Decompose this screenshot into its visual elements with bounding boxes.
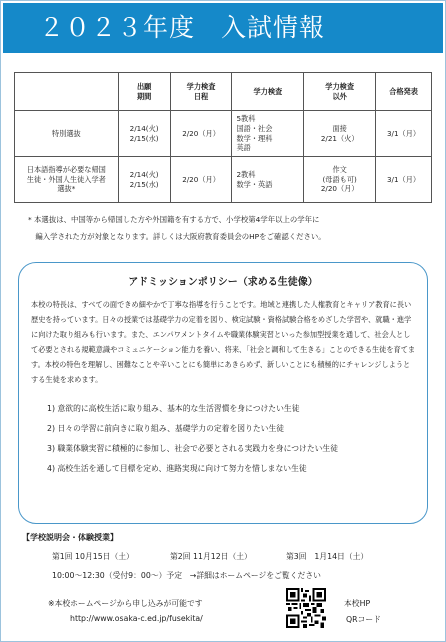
table-cell-announcement: 3/1（月）	[376, 111, 432, 157]
session-1: 第1回 10月15日（土）	[52, 552, 134, 561]
table-cell-category: 特別選抜	[15, 111, 119, 157]
page-title: ２０２３年度 入試情報	[3, 3, 443, 53]
admission-policy-box	[18, 262, 428, 524]
table-header-cell	[15, 73, 119, 111]
list-item: 3) 職業体験実習に積極的に参加し、社会で必要とされる実践力を身につけたい生徒	[47, 444, 339, 453]
qr-code-icon[interactable]	[286, 588, 326, 628]
qr-code-label: QRコード	[346, 615, 381, 624]
table-cell-exam-subjects: 5教科 国語・社会 数学・理科 英語	[232, 111, 304, 157]
apply-note: ※本校ホームページから申し込みが可能です	[48, 599, 203, 608]
table-cell-application: 2/14(火) 2/15(水)	[118, 111, 170, 157]
table-cell-announcement: 3/1（月）	[376, 157, 432, 203]
briefing-title: 【学校説明会・体験授業】	[22, 533, 118, 542]
list-item: 1) 意欲的に高校生活に取り組み、基本的な生活習慣を身につけたい生徒	[47, 404, 300, 413]
table-cell-other: 作文 (母語も可) 2/20（月）	[304, 157, 376, 203]
table-cell-other: 面接 2/21（火）	[304, 111, 376, 157]
table-cell-application: 2/14(火) 2/15(水)	[118, 157, 170, 203]
list-item: 4) 高校生活を通して目標を定め、進路実現に向けて努力を惜しまない生徒	[47, 464, 307, 473]
table-cell-category: 日本語指導が必要な帰国 生徒・外国人生徒入学者 選抜*	[15, 157, 119, 203]
school-url-link[interactable]: http://www.osaka-c.ed.jp/fusekita/	[70, 614, 203, 623]
table-header-cell: 合格発表	[376, 73, 432, 111]
table-header-cell: 学力検査 以外	[304, 73, 376, 111]
table-row	[15, 111, 432, 157]
list-item: 2) 日々の学習に前向きに取り組み、基礎学力の定着を図りたい生徒	[47, 424, 285, 433]
table-header-cell: 出願 期間	[118, 73, 170, 111]
school-hp-label: 本校HP	[344, 599, 371, 608]
table-header-cell: 学力検査 日程	[170, 73, 232, 111]
session-3: 第3回 1月14日（土）	[286, 552, 369, 561]
table-header-cell: 学力検査	[232, 73, 304, 111]
table-cell-exam-date: 2/20（月）	[170, 157, 232, 203]
table-cell-exam-subjects: 2教科 数学・英語	[232, 157, 304, 203]
briefing-time: 10:00～12:30（受付9：00～）予定 →詳細はホームページをご覧ください	[52, 571, 321, 580]
eligibility-note: * 本選抜は、中国等から帰国した方や外国籍を有する方で、小学校第4学年以上の学年に 編入学された方が対象となります。詳しくは大阪府教育委員会のHPをご確認ください。	[28, 215, 326, 241]
admission-schedule-table	[14, 72, 432, 203]
policy-body: 本校の特長は、すべての面できめ細やかで丁寧な指導を行うことです。地域と連携した人権教育とキャリア教育に長い歴史を持っています。日々の授業では基礎学力の定着を図り、検定試験・資格試験合格をめざした学習や、就職・進学に向けた取り組みも行います。また、エンパワメントタイムや職業体験実習といった参加型授業を通して、社会人として必要とされる規範意識やコミュニケーション能力を養い、将来、「社会と調和して生きる」ことのできる生徒を育てます。本校の特色を理解し、困難なことや辛いことにも簡単にあきらめず、新しいことにも積極的にチャレンジしようとする生徒を求めます。	[31, 300, 416, 384]
session-2: 第2回 11月12日（土）	[170, 552, 252, 561]
table-cell-exam-date: 2/20（月）	[170, 111, 232, 157]
table-header-row	[15, 73, 432, 111]
table-row	[15, 157, 432, 203]
policy-goals-list	[47, 399, 417, 479]
policy-title: アドミッションポリシー（求める生徒像）	[128, 277, 318, 288]
